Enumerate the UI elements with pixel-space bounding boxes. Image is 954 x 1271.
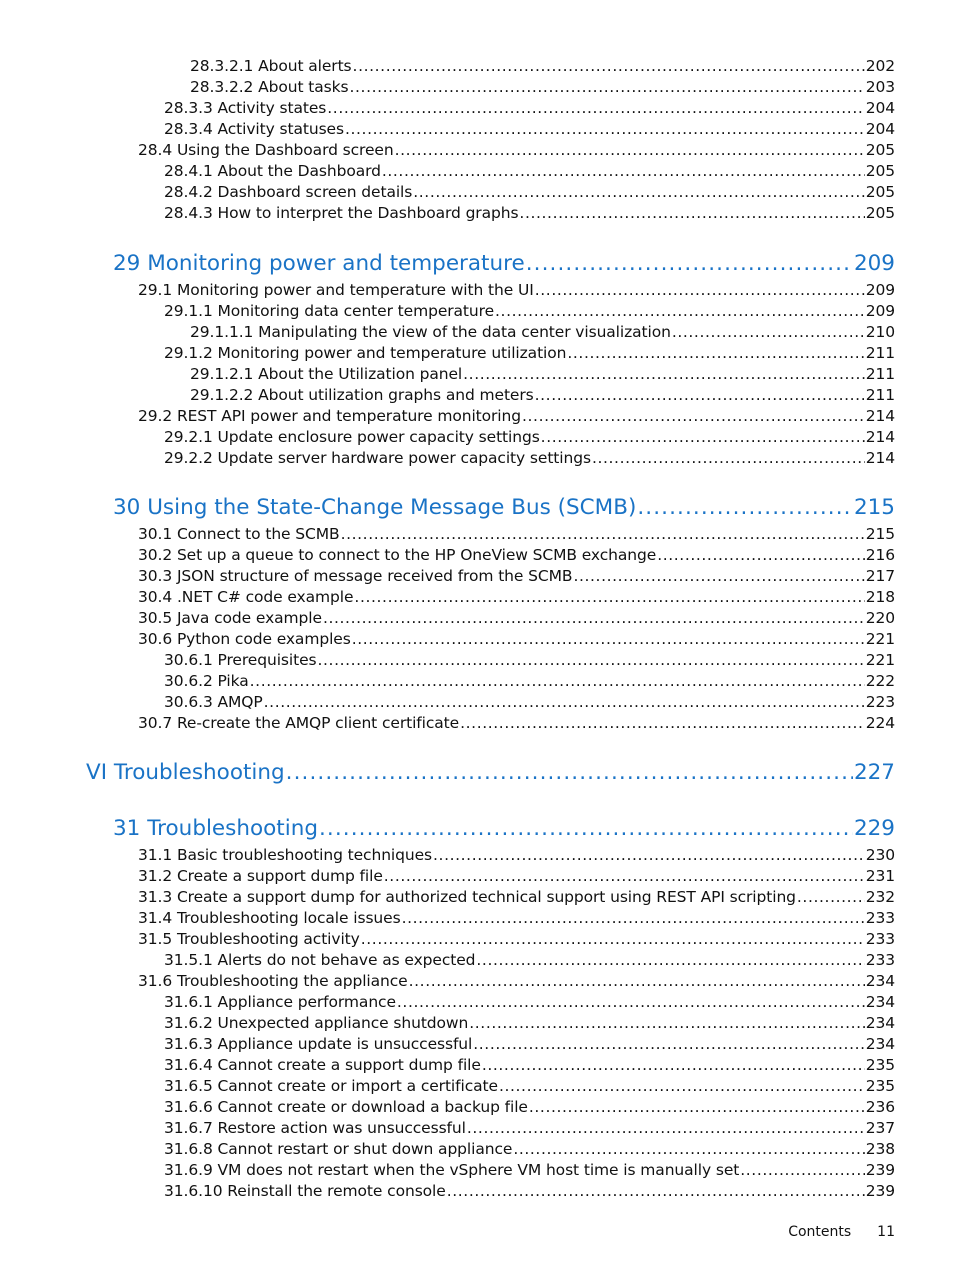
toc-entry[interactable] — [164, 161, 895, 182]
toc-entry[interactable] — [138, 406, 895, 427]
toc-page-number: 234 — [865, 1035, 895, 1053]
toc-page-number: 215 — [865, 525, 895, 543]
toc-entry-title: 29 Monitoring power and temperature — [113, 251, 525, 276]
toc-page-number: 205 — [865, 183, 895, 201]
toc-entry-title: 31.5.1 Alerts do not behave as expected — [164, 951, 476, 969]
toc-entry[interactable] — [164, 1013, 895, 1034]
toc-page-number: 209 — [865, 302, 895, 320]
toc-entry-title: 30 Using the State-Change Message Bus (SCMB) — [113, 495, 637, 520]
toc-entry[interactable] — [190, 322, 895, 343]
toc-entry[interactable] — [138, 929, 895, 950]
toc-entry-title: 29.2.2 Update server hardware power capacity settings — [164, 449, 591, 467]
toc-page-number: 231 — [865, 867, 895, 885]
toc-page-number: 236 — [865, 1098, 895, 1116]
dot-leader — [447, 1181, 865, 1201]
toc-entry-title: 31.6.4 Cannot create a support dump file — [164, 1056, 481, 1074]
dot-leader — [469, 1013, 864, 1033]
toc-page-number: 239 — [865, 1182, 895, 1200]
toc-entry-title: 31.6.6 Cannot create or download a backup file — [164, 1098, 528, 1116]
dot-leader — [250, 671, 865, 691]
toc-page-number: 211 — [865, 386, 895, 404]
toc-entry[interactable] — [164, 1139, 895, 1160]
toc-entry-title: 30.6 Python code examples — [138, 630, 351, 648]
dot-leader — [467, 1118, 865, 1138]
toc-entry[interactable] — [138, 566, 895, 587]
toc-page-number: 202 — [865, 57, 895, 75]
toc-entry-title: 31.4 Troubleshooting locale issues — [138, 909, 401, 927]
toc-entry[interactable] — [164, 203, 895, 224]
dot-leader — [513, 1139, 864, 1159]
toc-entry-title: 28.4.3 How to interpret the Dashboard graphs — [164, 204, 519, 222]
toc-page-number: 233 — [865, 930, 895, 948]
toc-entry-title: 31.6.7 Restore action was unsuccessful — [164, 1119, 466, 1137]
dot-leader — [463, 364, 865, 384]
dot-leader — [319, 815, 853, 843]
dot-leader — [341, 524, 865, 544]
toc-page-number: 214 — [865, 449, 895, 467]
toc-page-number: 235 — [865, 1056, 895, 1074]
toc-entry-title: 31.5 Troubleshooting activity — [138, 930, 360, 948]
dot-leader — [740, 1160, 864, 1180]
dot-leader — [592, 448, 865, 468]
toc-page-number: 204 — [865, 120, 895, 138]
toc-entry[interactable] — [164, 950, 895, 971]
toc-page-number: 203 — [865, 78, 895, 96]
toc-page-number: 232 — [865, 888, 895, 906]
toc-entry-title: 30.4 .NET C# code example — [138, 588, 354, 606]
toc-chapter-heading[interactable] — [113, 494, 895, 524]
toc-chapter-heading[interactable] — [113, 250, 895, 280]
toc-entry[interactable] — [164, 1118, 895, 1139]
dot-leader — [286, 759, 853, 787]
toc-entry-title: 29.1.2.2 About utilization graphs and meters — [190, 386, 534, 404]
toc-part-heading[interactable] — [86, 759, 895, 789]
toc-entry[interactable] — [164, 98, 895, 119]
toc-page-number: 220 — [865, 609, 895, 627]
toc-page-number: 234 — [865, 993, 895, 1011]
toc-entry[interactable] — [164, 301, 895, 322]
toc-entry-title: 28.3.4 Activity statuses — [164, 120, 344, 138]
toc-entry[interactable] — [164, 1034, 895, 1055]
toc-page-number: 218 — [865, 588, 895, 606]
toc-page-number: 211 — [865, 365, 895, 383]
toc-page-number: 233 — [865, 909, 895, 927]
toc-page-number: 229 — [853, 816, 895, 841]
footer-label: Contents — [788, 1224, 852, 1240]
dot-leader — [353, 56, 865, 76]
dot-leader — [573, 566, 864, 586]
toc-entry[interactable] — [138, 971, 895, 992]
toc-entry[interactable] — [164, 448, 895, 469]
toc-page-number: 221 — [865, 630, 895, 648]
toc-page-number: 227 — [853, 760, 895, 785]
page-number: 11 — [877, 1224, 895, 1240]
toc-page-number: 210 — [865, 323, 895, 341]
toc-entry-title: 30.5 Java code example — [138, 609, 322, 627]
dot-leader — [413, 182, 864, 202]
dot-leader — [354, 587, 864, 607]
toc-entry-title: 28.3.2.2 About tasks — [190, 78, 349, 96]
toc-entry-title: 31.2 Create a support dump file — [138, 867, 383, 885]
dot-leader — [535, 385, 865, 405]
toc-entry-title: 30.1 Connect to the SCMB — [138, 525, 340, 543]
toc-entry[interactable] — [190, 364, 895, 385]
dot-leader — [352, 629, 865, 649]
toc-entry[interactable] — [138, 629, 895, 650]
toc-entry-title: 30.2 Set up a queue to connect to the HP OneView SCMB exchange — [138, 546, 657, 564]
toc-entry[interactable] — [138, 524, 895, 545]
toc-entry-title: 28.3.2.1 About alerts — [190, 57, 352, 75]
toc-page-number: 235 — [865, 1077, 895, 1095]
toc-entry-title: 28.3.3 Activity states — [164, 99, 327, 117]
toc-chapter-heading[interactable] — [113, 815, 895, 845]
toc-entry[interactable] — [138, 866, 895, 887]
toc-page-number: 214 — [865, 428, 895, 446]
toc-entry-title: VI Troubleshooting — [86, 760, 285, 785]
toc-page-number: 209 — [865, 281, 895, 299]
dot-leader — [264, 692, 865, 712]
toc-entry-title: 29.1.1 Monitoring data center temperature — [164, 302, 495, 320]
toc-entry[interactable] — [164, 1181, 895, 1202]
toc-entry-title: 31.6 Troubleshooting the appliance — [138, 972, 408, 990]
dot-leader — [327, 98, 864, 118]
toc-page-number: 217 — [865, 567, 895, 585]
toc-entry-title: 31 Troubleshooting — [113, 816, 318, 841]
toc-entry[interactable] — [164, 692, 895, 713]
toc-page-number: 230 — [865, 846, 895, 864]
dot-leader — [535, 280, 865, 300]
toc-entry[interactable] — [138, 608, 895, 629]
toc-entry[interactable] — [164, 1160, 895, 1181]
toc-entry-title: 31.6.8 Cannot restart or shut down appliance — [164, 1140, 513, 1158]
toc-entry-title: 28.4.2 Dashboard screen details — [164, 183, 413, 201]
toc-entry[interactable] — [164, 671, 895, 692]
toc-entry-title: 31.6.5 Cannot create or import a certificate — [164, 1077, 498, 1095]
dot-leader — [317, 650, 864, 670]
toc-page-number: 224 — [865, 714, 895, 732]
toc-entry-title: 29.2.1 Update enclosure power capacity settings — [164, 428, 540, 446]
toc-entry[interactable] — [164, 992, 895, 1013]
toc-entry-title: 29.1.2.1 About the Utilization panel — [190, 365, 463, 383]
toc-page-number: 205 — [865, 141, 895, 159]
dot-leader — [361, 929, 865, 949]
toc-entry[interactable] — [164, 1097, 895, 1118]
toc-entry[interactable] — [164, 182, 895, 203]
toc-page-number: 205 — [865, 204, 895, 222]
dot-leader — [402, 908, 865, 928]
toc-page-number: 214 — [865, 407, 895, 425]
dot-leader — [460, 713, 865, 733]
dot-leader — [384, 866, 865, 886]
toc-entry-title: 30.6.2 Pika — [164, 672, 249, 690]
toc-entry[interactable] — [164, 1055, 895, 1076]
toc-entry-title: 29.1 Monitoring power and temperature with the UI — [138, 281, 534, 299]
toc-entry-title: 29.1.1.1 Manipulating the view of the data center visualization — [190, 323, 671, 341]
toc-page-number: 222 — [865, 672, 895, 690]
toc-entry[interactable] — [138, 545, 895, 566]
toc-entry[interactable] — [138, 908, 895, 929]
toc-entry[interactable] — [138, 887, 895, 908]
toc-page-number: 215 — [853, 495, 895, 520]
dot-leader — [529, 1097, 865, 1117]
toc-page-number: 221 — [865, 651, 895, 669]
toc-entry-title: 28.4 Using the Dashboard screen — [138, 141, 394, 159]
toc-page-number: 234 — [865, 1014, 895, 1032]
toc-page-number: 216 — [865, 546, 895, 564]
toc-entry-title: 30.3 JSON structure of message received from the SCMB — [138, 567, 573, 585]
toc-entry[interactable] — [164, 119, 895, 140]
dot-leader — [637, 494, 853, 522]
dot-leader — [473, 1034, 864, 1054]
dot-leader — [797, 887, 865, 907]
toc-entry[interactable] — [190, 77, 895, 98]
toc-entry[interactable] — [138, 140, 895, 161]
toc-page-number: 211 — [865, 344, 895, 362]
dot-leader — [345, 119, 865, 139]
dot-leader — [397, 992, 865, 1012]
dot-leader — [482, 1055, 865, 1075]
toc-entry[interactable] — [138, 713, 895, 734]
page-footer — [0, 1222, 895, 1242]
dot-leader — [526, 250, 853, 278]
toc-page-number: 223 — [865, 693, 895, 711]
toc-entry-title: 31.1 Basic troubleshooting techniques — [138, 846, 433, 864]
dot-leader — [495, 301, 865, 321]
toc-page-number: 237 — [865, 1119, 895, 1137]
dot-leader — [395, 140, 865, 160]
toc-entry[interactable] — [190, 56, 895, 77]
dot-leader — [476, 950, 864, 970]
dot-leader — [323, 608, 865, 628]
toc-entry-title: 31.6.1 Appliance performance — [164, 993, 396, 1011]
toc-page-number: 238 — [865, 1140, 895, 1158]
toc-page-number: 204 — [865, 99, 895, 117]
toc-page-number: 233 — [865, 951, 895, 969]
toc-entry-title: 30.7 Re-create the AMQP client certificate — [138, 714, 460, 732]
dot-leader — [519, 203, 864, 223]
dot-leader — [433, 845, 865, 865]
toc-entry[interactable] — [164, 1076, 895, 1097]
dot-leader — [522, 406, 865, 426]
toc-entry[interactable] — [190, 385, 895, 406]
toc-entry[interactable] — [138, 587, 895, 608]
toc-entry-title: 31.6.2 Unexpected appliance shutdown — [164, 1014, 469, 1032]
dot-leader — [541, 427, 865, 447]
toc-entry-title: 30.6.3 AMQP — [164, 693, 263, 711]
toc-entry-title: 29.2 REST API power and temperature monitoring — [138, 407, 521, 425]
toc-entry-title: 30.6.1 Prerequisites — [164, 651, 317, 669]
toc-page-number: 205 — [865, 162, 895, 180]
dot-leader — [672, 322, 865, 342]
toc-entry[interactable] — [164, 427, 895, 448]
toc-entry[interactable] — [138, 280, 895, 301]
dot-leader — [349, 77, 864, 97]
toc-entry-title: 31.6.3 Appliance update is unsuccessful — [164, 1035, 473, 1053]
toc-page-number: 234 — [865, 972, 895, 990]
dot-leader — [382, 161, 865, 181]
toc-entry[interactable] — [164, 343, 895, 364]
dot-leader — [499, 1076, 865, 1096]
toc-entry-title: 29.1.2 Monitoring power and temperature utilization — [164, 344, 567, 362]
toc-page-number: 239 — [865, 1161, 895, 1179]
dot-leader — [409, 971, 865, 991]
toc-entry-title: 31.3 Create a support dump for authorized technical support using REST API scripting — [138, 888, 796, 906]
toc-entry[interactable] — [138, 845, 895, 866]
dot-leader — [657, 545, 865, 565]
toc-entry[interactable] — [164, 650, 895, 671]
dot-leader — [567, 343, 864, 363]
toc-page-number: 209 — [853, 251, 895, 276]
toc-entry-title: 31.6.10 Reinstall the remote console — [164, 1182, 446, 1200]
toc-entry-title: 28.4.1 About the Dashboard — [164, 162, 381, 180]
toc-entry-title: 31.6.9 VM does not restart when the vSphere VM host time is manually set — [164, 1161, 740, 1179]
